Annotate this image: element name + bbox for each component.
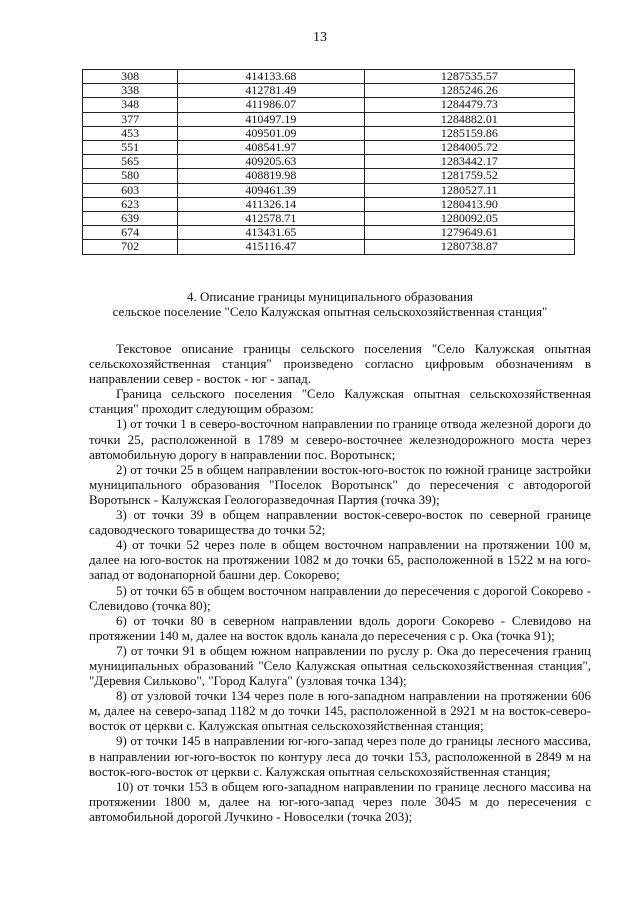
x-coordinate-cell: 412781.49	[178, 84, 365, 98]
paragraph: 6) от точки 80 в северном направлении вдоль дороги Сокорево - Слевидово на протяжении 140 м, далее на восток вдоль канала до пересечения с р. Ока (точка 91);	[89, 612, 591, 643]
table-row	[83, 70, 575, 84]
table-row	[83, 112, 575, 126]
paragraph: Граница сельского поселения "Село Калужская опытная сельскохозяйственная станция" проходит следующим образом:	[89, 386, 591, 417]
x-coordinate-cell: 413431.65	[178, 226, 365, 240]
paragraph: 3) от точки 39 в общем направлении восток-северо-восток по северной границе садоводческого товарищества до точки 52;	[89, 507, 591, 538]
table-row	[83, 141, 575, 155]
y-coordinate-cell: 1280527.11	[364, 183, 574, 197]
coordinates-table	[82, 69, 575, 255]
point-number-cell: 603	[83, 183, 178, 197]
x-coordinate-cell: 415116.47	[178, 240, 365, 254]
x-coordinate-cell: 412578.71	[178, 212, 365, 226]
point-number-cell: 623	[83, 197, 178, 211]
y-coordinate-cell: 1285246.26	[364, 84, 574, 98]
table-row	[83, 84, 575, 98]
y-coordinate-cell: 1284005.72	[364, 141, 574, 155]
paragraph: 10) от точки 153 в общем юго-западном направлении по границе лесного массива на протяжении 1800 м, далее на юг-юго-запад через поле 3045 м до пересечения с автомобильной дорогой Лучкино - Новоселки (точка 203);	[89, 778, 591, 824]
paragraph: 8) от узловой точки 134 через поле в юго-западном направлении на протяжении 606 м, далее на северо-запад 1182 м до точки 145, расположенной в 2921 м на восток-северо-восток от церкви с. Калужская опытная сельскохозяйственная станция;	[89, 688, 591, 734]
table-row	[83, 126, 575, 140]
section-title-line-2: сельское поселение "Село Калужская опытная сельскохозяйственная станция"	[112, 304, 548, 319]
point-number-cell: 639	[83, 212, 178, 226]
table-row	[83, 183, 575, 197]
x-coordinate-cell: 408819.98	[178, 169, 365, 183]
x-coordinate-cell: 409461.39	[178, 183, 365, 197]
x-coordinate-cell: 410497.19	[178, 112, 365, 126]
point-number-cell: 377	[83, 112, 178, 126]
point-number-cell: 702	[83, 240, 178, 254]
y-coordinate-cell: 1284479.73	[364, 98, 574, 112]
section-heading	[80, 289, 580, 319]
y-coordinate-cell: 1280413.90	[364, 197, 574, 211]
x-coordinate-cell: 409205.63	[178, 155, 365, 169]
point-number-cell: 551	[83, 141, 178, 155]
table-row	[83, 169, 575, 183]
y-coordinate-cell: 1279649.61	[364, 226, 574, 240]
paragraph: 7) от точки 91 в общем южном направлении по руслу р. Ока до пересечения границ муниципальных образований "Село Калужская опытная сельскохозяйственная станция", "Деревня Сильково", "Город Калуга" (узловая точка 134);	[89, 642, 591, 689]
table-row	[83, 212, 575, 226]
boundary-description	[89, 341, 591, 824]
point-number-cell: 338	[83, 84, 178, 98]
paragraph: 4) от точки 52 через поле в общем восточном направлении на протяжении 100 м, далее на юго-восток на протяжении 1082 м до точки 65, расположенной в 1522 м на юго-запад от водонапорной башни дер. Сокорево;	[89, 537, 591, 583]
x-coordinate-cell: 411326.14	[178, 197, 365, 211]
x-coordinate-cell: 408541.97	[178, 141, 365, 155]
x-coordinate-cell: 409501.09	[178, 126, 365, 140]
table-row	[83, 226, 575, 240]
paragraph: Текстовое описание границы сельского поселения "Село Калужская опытная сельскохозяйственная станция" произведено согласно цифровым обозначениям в направлении север - восток - юг - запад.	[89, 341, 591, 387]
point-number-cell: 565	[83, 155, 178, 169]
section-title-line-1: 4. Описание границы муниципального образования	[187, 289, 473, 304]
coordinates-table-body	[83, 70, 575, 255]
x-coordinate-cell: 411986.07	[178, 98, 365, 112]
y-coordinate-cell: 1283442.17	[364, 155, 574, 169]
point-number-cell: 308	[83, 70, 178, 84]
y-coordinate-cell: 1287535.57	[364, 70, 574, 84]
y-coordinate-cell: 1280092.05	[364, 212, 574, 226]
y-coordinate-cell: 1281759.52	[364, 169, 574, 183]
x-coordinate-cell: 414133.68	[178, 70, 365, 84]
table-row	[83, 98, 575, 112]
point-number-cell: 453	[83, 126, 178, 140]
point-number-cell: 580	[83, 169, 178, 183]
page-number: 13	[313, 30, 327, 45]
paragraph: 1) от точки 1 в северо-восточном направлении по границе отвода железной дороги до точки 25, расположенной в 1789 м северо-восточнее железнодорожного моста через автомобильную дорогу в направлении пос. Воротынск;	[89, 416, 591, 462]
table-row	[83, 240, 575, 254]
paragraph: 5) от точки 65 в общем восточном направлении до пересечения с дорогой Сокорево - Слевидово (точка 80);	[89, 582, 591, 613]
paragraph: 2) от точки 25 в общем направлении восток-юго-восток по южной границе застройки муниципального образования "Поселок Воротынск" до пересечения с автодорогой Воротынск - Калужская Геологоразведочная Партия (точка 39);	[89, 461, 591, 507]
point-number-cell: 674	[83, 226, 178, 240]
y-coordinate-cell: 1284882.01	[364, 112, 574, 126]
point-number-cell: 348	[83, 98, 178, 112]
y-coordinate-cell: 1280738.87	[364, 240, 574, 254]
paragraph: 9) от точки 145 в направлении юг-юго-запад через поле до границы лесного массива, в направлении юг-юго-восток по контуру леса до точки 153, расположенной в 2849 м на восток-юго-восток от церкви с. Калужская опытная сельскохозяйственная станция;	[89, 733, 591, 779]
y-coordinate-cell: 1285159.86	[364, 126, 574, 140]
table-row	[83, 197, 575, 211]
table-row	[83, 155, 575, 169]
